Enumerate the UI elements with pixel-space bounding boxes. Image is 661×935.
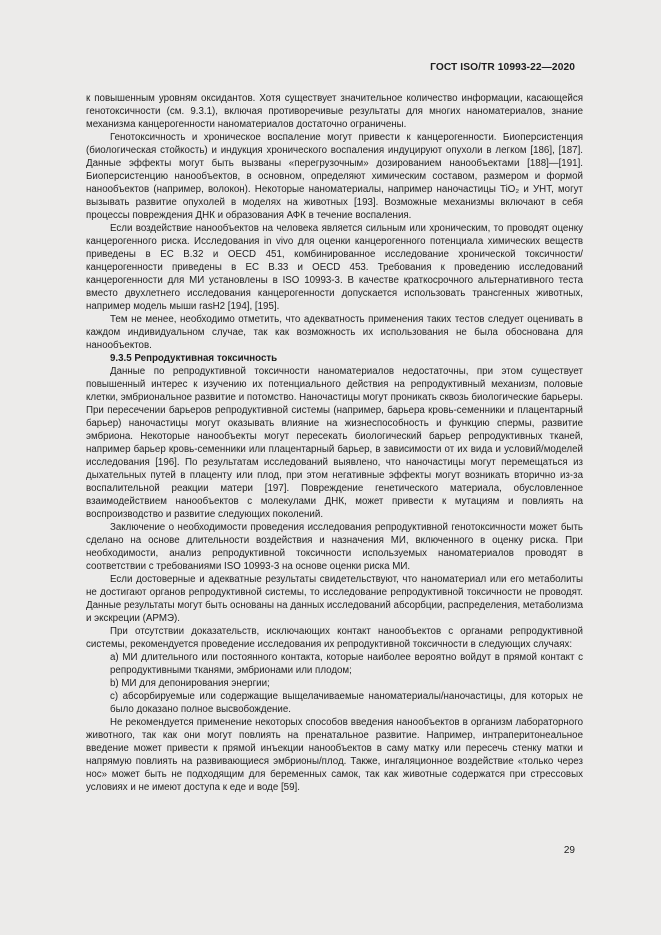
list-item-b: b) МИ для депонирования энергии; <box>110 678 270 689</box>
list-item-c: c) абсорбируемые или содержащие выщелачиваемые наноматериалы/наночастицы, для которых не было доказано полное высвобождение. <box>110 691 583 715</box>
paragraph-6: Заключение о необходимости проведения исследования репродуктивной генотоксичности может быть сделано на основе длительности воздействия и назначения МИ, включенного в оценку риска. При необходимости, анализ репродуктивной токсичности используемых наноматериалов проводят в соответствии с требованиями ISO 10993-3 на основе оценки риска МИ. <box>86 522 583 572</box>
section-heading: 9.3.5 Репродуктивная токсичность <box>110 353 278 364</box>
document-id-header: ГОСТ ISO/TR 10993-22—2020 <box>430 62 575 73</box>
paragraph-2: Генотоксичность и хроническое воспаление могут привести к канцерогенности. Биоперсистенция (биологическая стойкость) и индукция хронического воспаления индуцируют опухоли в легком [186], [187]. Данные эффекты могут быть вызваны «перегрузочным» дозированием нанообъектами [188]—[191]. Биоперсистенцию нанообъектов, в основном, определяют химическим составом, размером и формой нанообъектов (например, волокон). Некоторые наноматериалы, например наночастицы TiO₂ и УНТ, могут вызывать развитие опухолей в моделях на животных [193]. Возможные механизмы включают в себя процессы повреждения ДНК и образования АФК в течение воспаления. <box>86 132 583 221</box>
list-item-a: a) МИ длительного или постоянного контакта, которые наиболее вероятно войдут в прямой контакт с репродуктивными тканями, эмбрионами или плодом; <box>110 652 583 676</box>
paragraph-4: Тем не менее, необходимо отметить, что адекватность применения таких тестов следует оценивать в каждом индивидуальном случае, так как возможность их использования не была обоснована для нанообъектов. <box>86 314 583 351</box>
page-number: 29 <box>563 845 575 856</box>
paragraph-7: Если достоверные и адекватные результаты свидетельствуют, что наноматериал или его метаболиты не достигают органов репродуктивной системы, то исследование репродуктивной токсичности не проводят. Данные результаты могут быть основаны на данных исследований абсорбции, распределения, метаболизма и экскреции (АРМЭ). <box>86 574 583 624</box>
paragraph-1: к повышенным уровням оксидантов. Хотя существует значительное количество информации, касающейся генотоксичности (см. 9.3.1), включая противоречивые результаты для многих наноматериалов, знание механизма канцерогенности наноматериалов достаточно ограничены. <box>86 93 583 130</box>
document-body <box>86 92 583 794</box>
paragraph-8: При отсутствии доказательств, исключающих контакт нанообъектов с органами репродуктивной системы, рекомендуется проведение исследования их репродуктивной токсичности в следующих случаях: <box>86 626 583 650</box>
paragraph-3: Если воздействие нанообъектов на человека является сильным или хроническим, то проводят оценку канцерогенного риска. Исследования in vivo для оценки канцерогенного потенциала химических веществ приведены в ЕС B.32 и OECD 451, комбинированное исследование хронической токсичности/канцерогенности приведены в ЕС B.33 и OECD 453. Требования к проведению исследований канцерогенности для МИ установлены в ISO 10993-3. В качестве краткосрочного альтернативного теста вместо двухлетнего исследования канцерогенности допускается использовать трансгенных животных, например модель мыши rasH2 [194], [195]. <box>86 223 583 312</box>
paragraph-5: Данные по репродуктивной токсичности наноматериалов недостаточны, при этом существует повышенный интерес к изучению их потенциального действия на репродуктивный механизм, половые клетки, эмбриональное развитие и потомство. Наночастицы могут проникать сквозь биологические барьеры. При пересечении барьеров репродуктивной системы (например, барьера кровь-семенники и плацентарный барьер) наночастицы могут оказывать влияние на жизнеспособность и функцию спермы, развитие эмбриона. Некоторые нанообъекты могут пересекать биологический барьер репродуктивных тканей, например барьер кровь-семенники или плацентарный барьер, в зависимости от их вида и условий/моделей исследования [196]. По результатам исследований выявлено, что наночастицы могут перемещаться из дыхательных путей в плаценту или плод, при этом негативные эффекты могут возникать вторично из-за воспалительной реакции матери [197]. Повреждение генетического материала, обусловленное взаимодействием нанообъектов с молекулами ДНК, может привести к мутациям и повлиять на воспроизводство и развитие следующих поколений. <box>86 366 583 520</box>
paragraph-9: Не рекомендуется применение некоторых способов введения нанообъектов в организм лабораторного животного, так как они могут повлиять на пренатальное развитие. Например, интраперитонеальное введение может привести к прямой инъекции нанообъектов в саму матку или пересечь стенку матки и напрямую повлиять на развивающиеся эмбрионы/плод. Также, ингаляционное воздействие «только через нос» может быть не подходящим для беременных самок, так как животные содержатся при стрессовых условиях и не имеют доступа к еде и воде [59]. <box>86 717 583 793</box>
